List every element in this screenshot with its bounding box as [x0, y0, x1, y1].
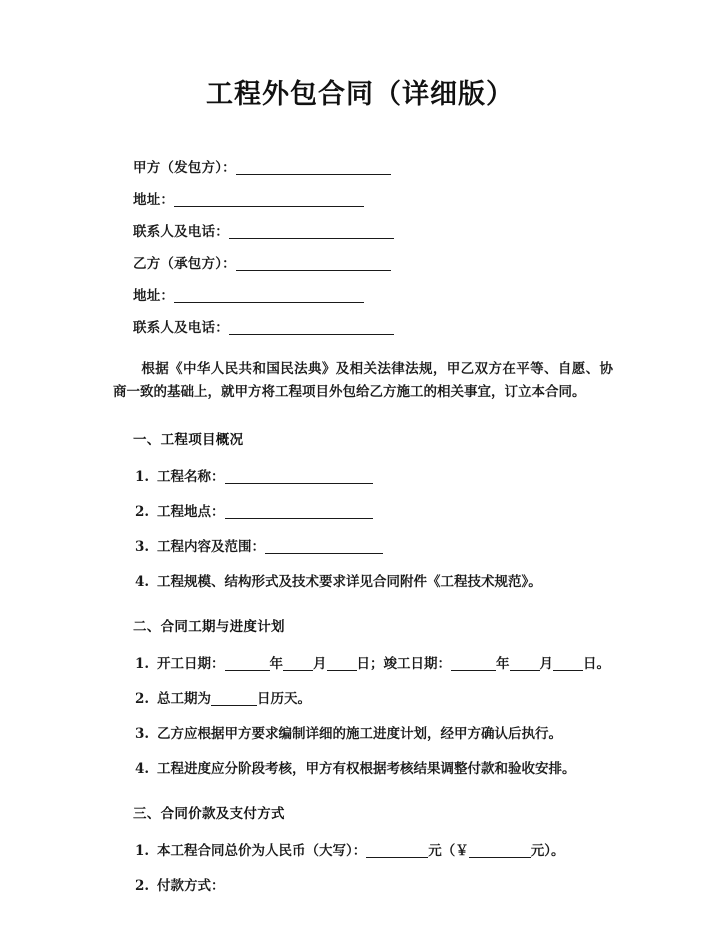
section-heading-2: 二、合同工期与进度计划	[133, 619, 285, 635]
section-3-item-2	[113, 877, 613, 895]
section-1-item-1	[113, 468, 613, 486]
fill-blank-end-year[interactable]	[451, 659, 496, 671]
section-2-item-3	[113, 725, 613, 743]
item-number: 3.	[135, 726, 150, 742]
unit-yuan-2: 元）。	[530, 843, 565, 859]
field-label: 联系人及电话：	[133, 224, 229, 240]
unit-yuan-1: 元（￥	[428, 843, 469, 859]
fill-blank[interactable]	[211, 694, 257, 706]
field-label: 乙方（承包方）：	[133, 256, 236, 272]
item-number: 4.	[135, 574, 150, 590]
section-2-item-2	[113, 690, 613, 708]
field-party-a-contact	[113, 224, 613, 240]
item-text: 本工程合同总价为人民币（大写）：	[157, 843, 367, 859]
section-3-item-1	[113, 842, 613, 860]
item-number: 2.	[135, 691, 150, 707]
item-text: 付款方式：	[157, 878, 225, 894]
fill-blank[interactable]	[229, 323, 394, 335]
unit-day: 日；	[356, 656, 384, 672]
fill-blank-start-month[interactable]	[283, 659, 313, 671]
field-party-a-address	[113, 192, 613, 208]
section-1-item-3	[113, 538, 613, 556]
unit-year: 年	[269, 656, 283, 672]
item-number: 3.	[135, 539, 150, 555]
fill-blank-amount-digits[interactable]	[469, 846, 531, 858]
item-text: 工程地点：	[157, 504, 225, 520]
item-text-after: 日历天。	[257, 691, 311, 707]
item-number: 2.	[135, 878, 150, 894]
preamble-text: 根据《中华人民共和国民法典》及相关法律法规，甲乙双方在平等、自愿、协商一致的基础上，就甲方将工程项目外包给乙方施工的相关事宜，订立本合同。	[113, 361, 613, 400]
item-number: 4.	[135, 761, 150, 777]
section-2-item-4	[113, 760, 613, 778]
fill-blank[interactable]	[174, 195, 364, 207]
item-number: 1.	[135, 843, 150, 859]
fill-blank-start-day[interactable]	[327, 659, 357, 671]
item-text: 工程规模、结构形式及技术要求详见合同附件《工程技术规范》。	[157, 574, 542, 590]
item-text-start: 开工日期：	[157, 656, 225, 672]
section-heading-3: 三、合同价款及支付方式	[133, 806, 285, 822]
fill-blank[interactable]	[265, 542, 383, 554]
item-number: 1.	[135, 469, 150, 485]
fill-blank-end-month[interactable]	[510, 659, 540, 671]
document-title: 工程外包合同（详细版）	[206, 79, 514, 110]
item-text: 总工期为	[157, 691, 211, 707]
unit-day-2: 日。	[583, 656, 610, 672]
field-label: 联系人及电话：	[133, 320, 229, 336]
fill-blank[interactable]	[225, 507, 373, 519]
item-text: 乙方应根据甲方要求编制详细的施工进度计划，经甲方确认后执行。	[157, 726, 562, 742]
unit-year-2: 年	[496, 656, 510, 672]
section-1-item-4	[113, 573, 613, 591]
field-party-b-contact	[113, 320, 613, 336]
item-text: 工程名称：	[157, 469, 225, 485]
fill-blank-end-day[interactable]	[553, 659, 583, 671]
field-label: 地址：	[133, 288, 175, 304]
fill-blank-start-year[interactable]	[225, 659, 270, 671]
unit-month-2: 月	[539, 656, 553, 672]
item-text: 工程进度应分阶段考核，甲方有权根据考核结果调整付款和验收安排。	[157, 761, 576, 777]
preamble-paragraph	[113, 358, 613, 404]
fill-blank[interactable]	[229, 227, 394, 239]
fill-blank-amount-words[interactable]	[366, 846, 428, 858]
section-heading-1: 一、工程项目概况	[133, 432, 244, 448]
fill-blank[interactable]	[236, 163, 391, 175]
fill-blank[interactable]	[225, 472, 373, 484]
document-body	[113, 160, 613, 895]
item-text: 工程内容及范围：	[157, 539, 265, 555]
field-party-b-name	[113, 256, 613, 272]
item-number: 2.	[135, 504, 150, 520]
field-party-a-name	[113, 160, 613, 176]
unit-month: 月	[313, 656, 327, 672]
field-label: 地址：	[133, 192, 175, 208]
item-text-end: 竣工日期：	[383, 656, 451, 672]
section-1-item-2	[113, 503, 613, 521]
item-number: 1.	[135, 656, 150, 672]
fill-blank[interactable]	[174, 291, 364, 303]
section-2-item-1	[113, 655, 613, 673]
fill-blank[interactable]	[236, 259, 391, 271]
field-party-b-address	[113, 288, 613, 304]
field-label: 甲方（发包方）：	[133, 160, 236, 176]
